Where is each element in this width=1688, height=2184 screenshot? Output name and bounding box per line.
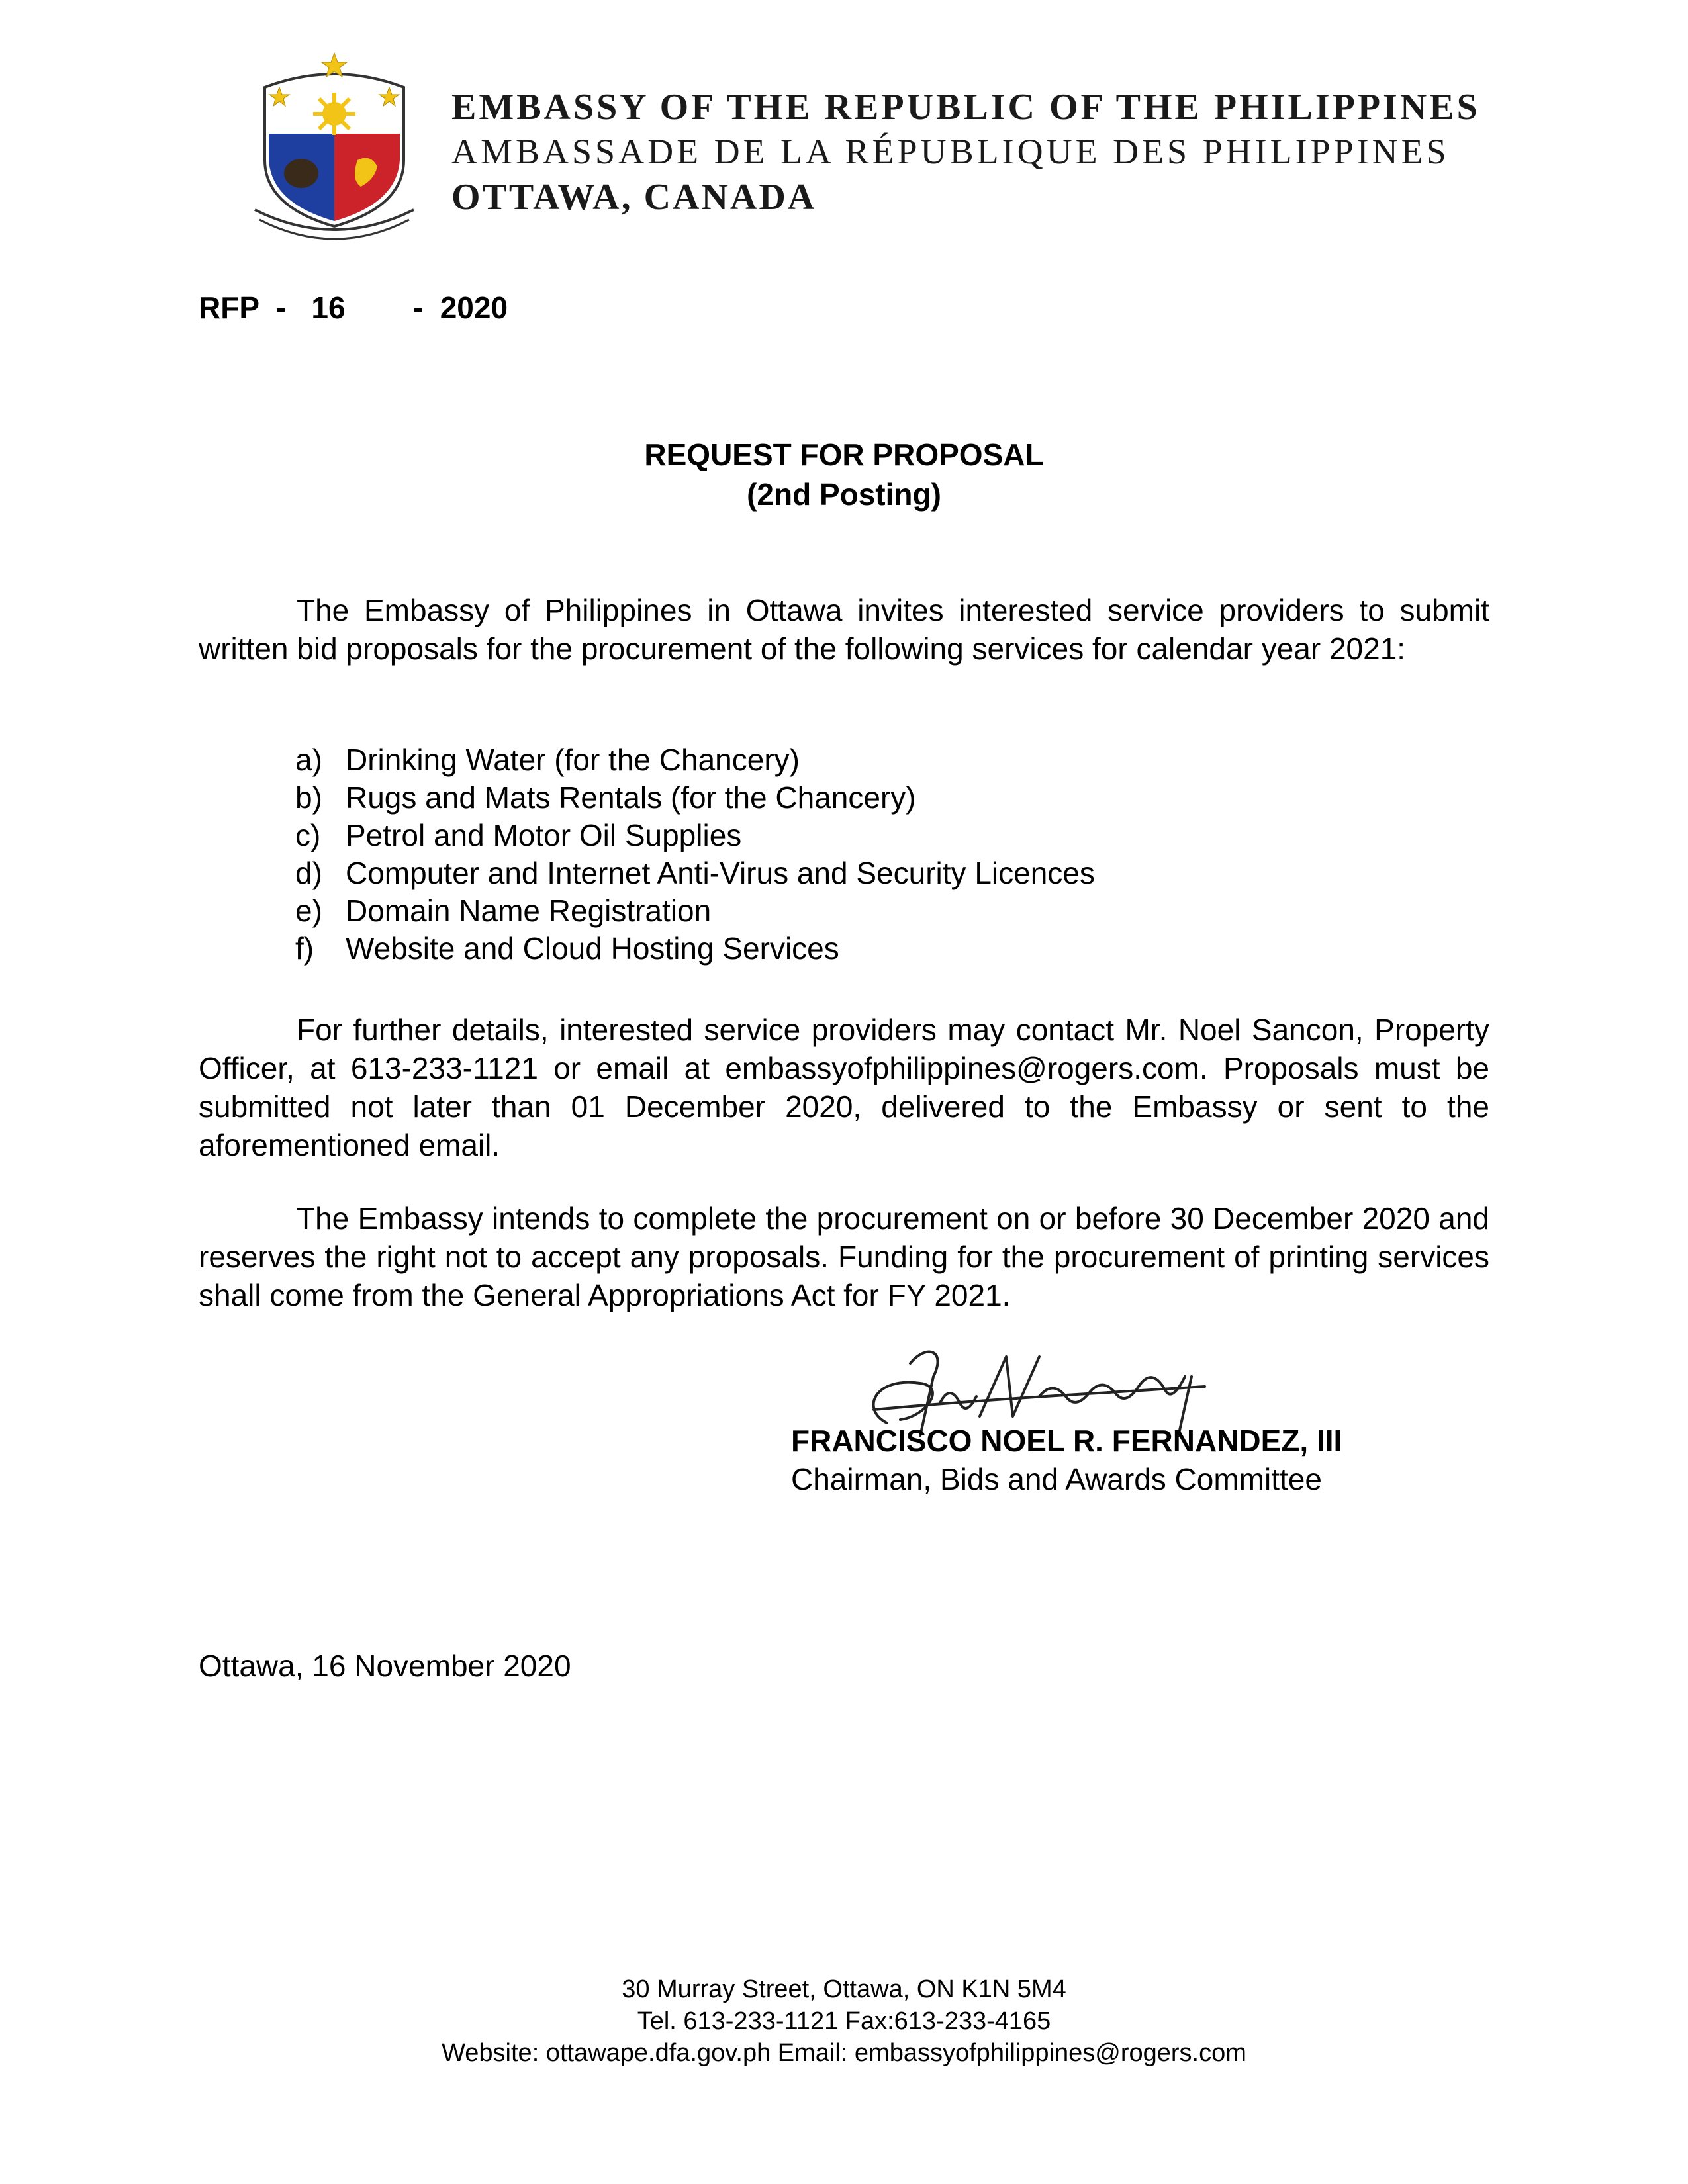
- list-item: f) Website and Cloud Hosting Services: [295, 931, 839, 966]
- intro-paragraph: The Embassy of Philippines in Ottawa invites interested service providers to submit written bid proposals for the procurement of the following services for calendar year 2021:: [199, 593, 1489, 666]
- rfp-prefix: RFP: [199, 291, 259, 325]
- footer-web-email: Website: ottawape.dfa.gov.ph Email: embassyofphilippines@rogers.com: [442, 2039, 1246, 2067]
- list-item: b) Rugs and Mats Rentals (for the Chancery): [295, 780, 916, 815]
- place-date: Ottawa, 16 November 2020: [199, 1649, 571, 1683]
- document-title: REQUEST FOR PROPOSAL: [644, 437, 1044, 472]
- letterhead-french: AMBASSADE DE LA RÉPUBLIQUE DES PHILIPPINES: [451, 132, 1450, 171]
- rfp-year: 2020: [440, 291, 508, 325]
- list-item: a) Drinking Water (for the Chancery): [295, 743, 800, 777]
- letterhead-english: EMBASSY OF THE REPUBLIC OF THE PHILIPPINES: [451, 87, 1480, 128]
- footer-address: 30 Murray Street, Ottawa, ON K1N 5M4: [622, 1976, 1066, 2003]
- contact-paragraph: For further details, interested service providers may contact Mr. Noel Sancon, Property Officer, at 613-233-1121 or email at embassyofphilippines@rogers.com. Proposals must be submitted not later than 01 December 2020, delivered to the Embassy or sent to the aforementioned email.: [199, 1013, 1489, 1162]
- list-item: c) Petrol and Motor Oil Supplies: [295, 818, 742, 852]
- rfp-reference: RFP - 16 - 2020: [199, 291, 508, 325]
- philippine-coat-of-arms-seal: [238, 48, 430, 246]
- services-list: [295, 741, 1095, 968]
- list-item: e) Domain Name Registration: [295, 893, 712, 928]
- rfp-number: 16: [311, 291, 346, 325]
- funding-paragraph: The Embassy intends to complete the procurement on or before 30 December 2020 and reserves the right not to accept any proposals. Funding for the procurement of printing services shall come from the General Appropriations Act for FY 2021.: [199, 1201, 1489, 1312]
- signatory-name: FRANCISCO NOEL R. FERNANDEZ, III: [791, 1424, 1342, 1458]
- signatory-title: Chairman, Bids and Awards Committee: [791, 1462, 1322, 1496]
- list-item: d) Computer and Internet Anti-Virus and Security Licences: [295, 856, 1095, 890]
- letterhead-location: OTTAWA, CANADA: [451, 177, 817, 218]
- footer-phone-fax: Tel. 613-233-1121 Fax:613-233-4165: [637, 2007, 1051, 2035]
- document-subtitle: (2nd Posting): [747, 477, 941, 512]
